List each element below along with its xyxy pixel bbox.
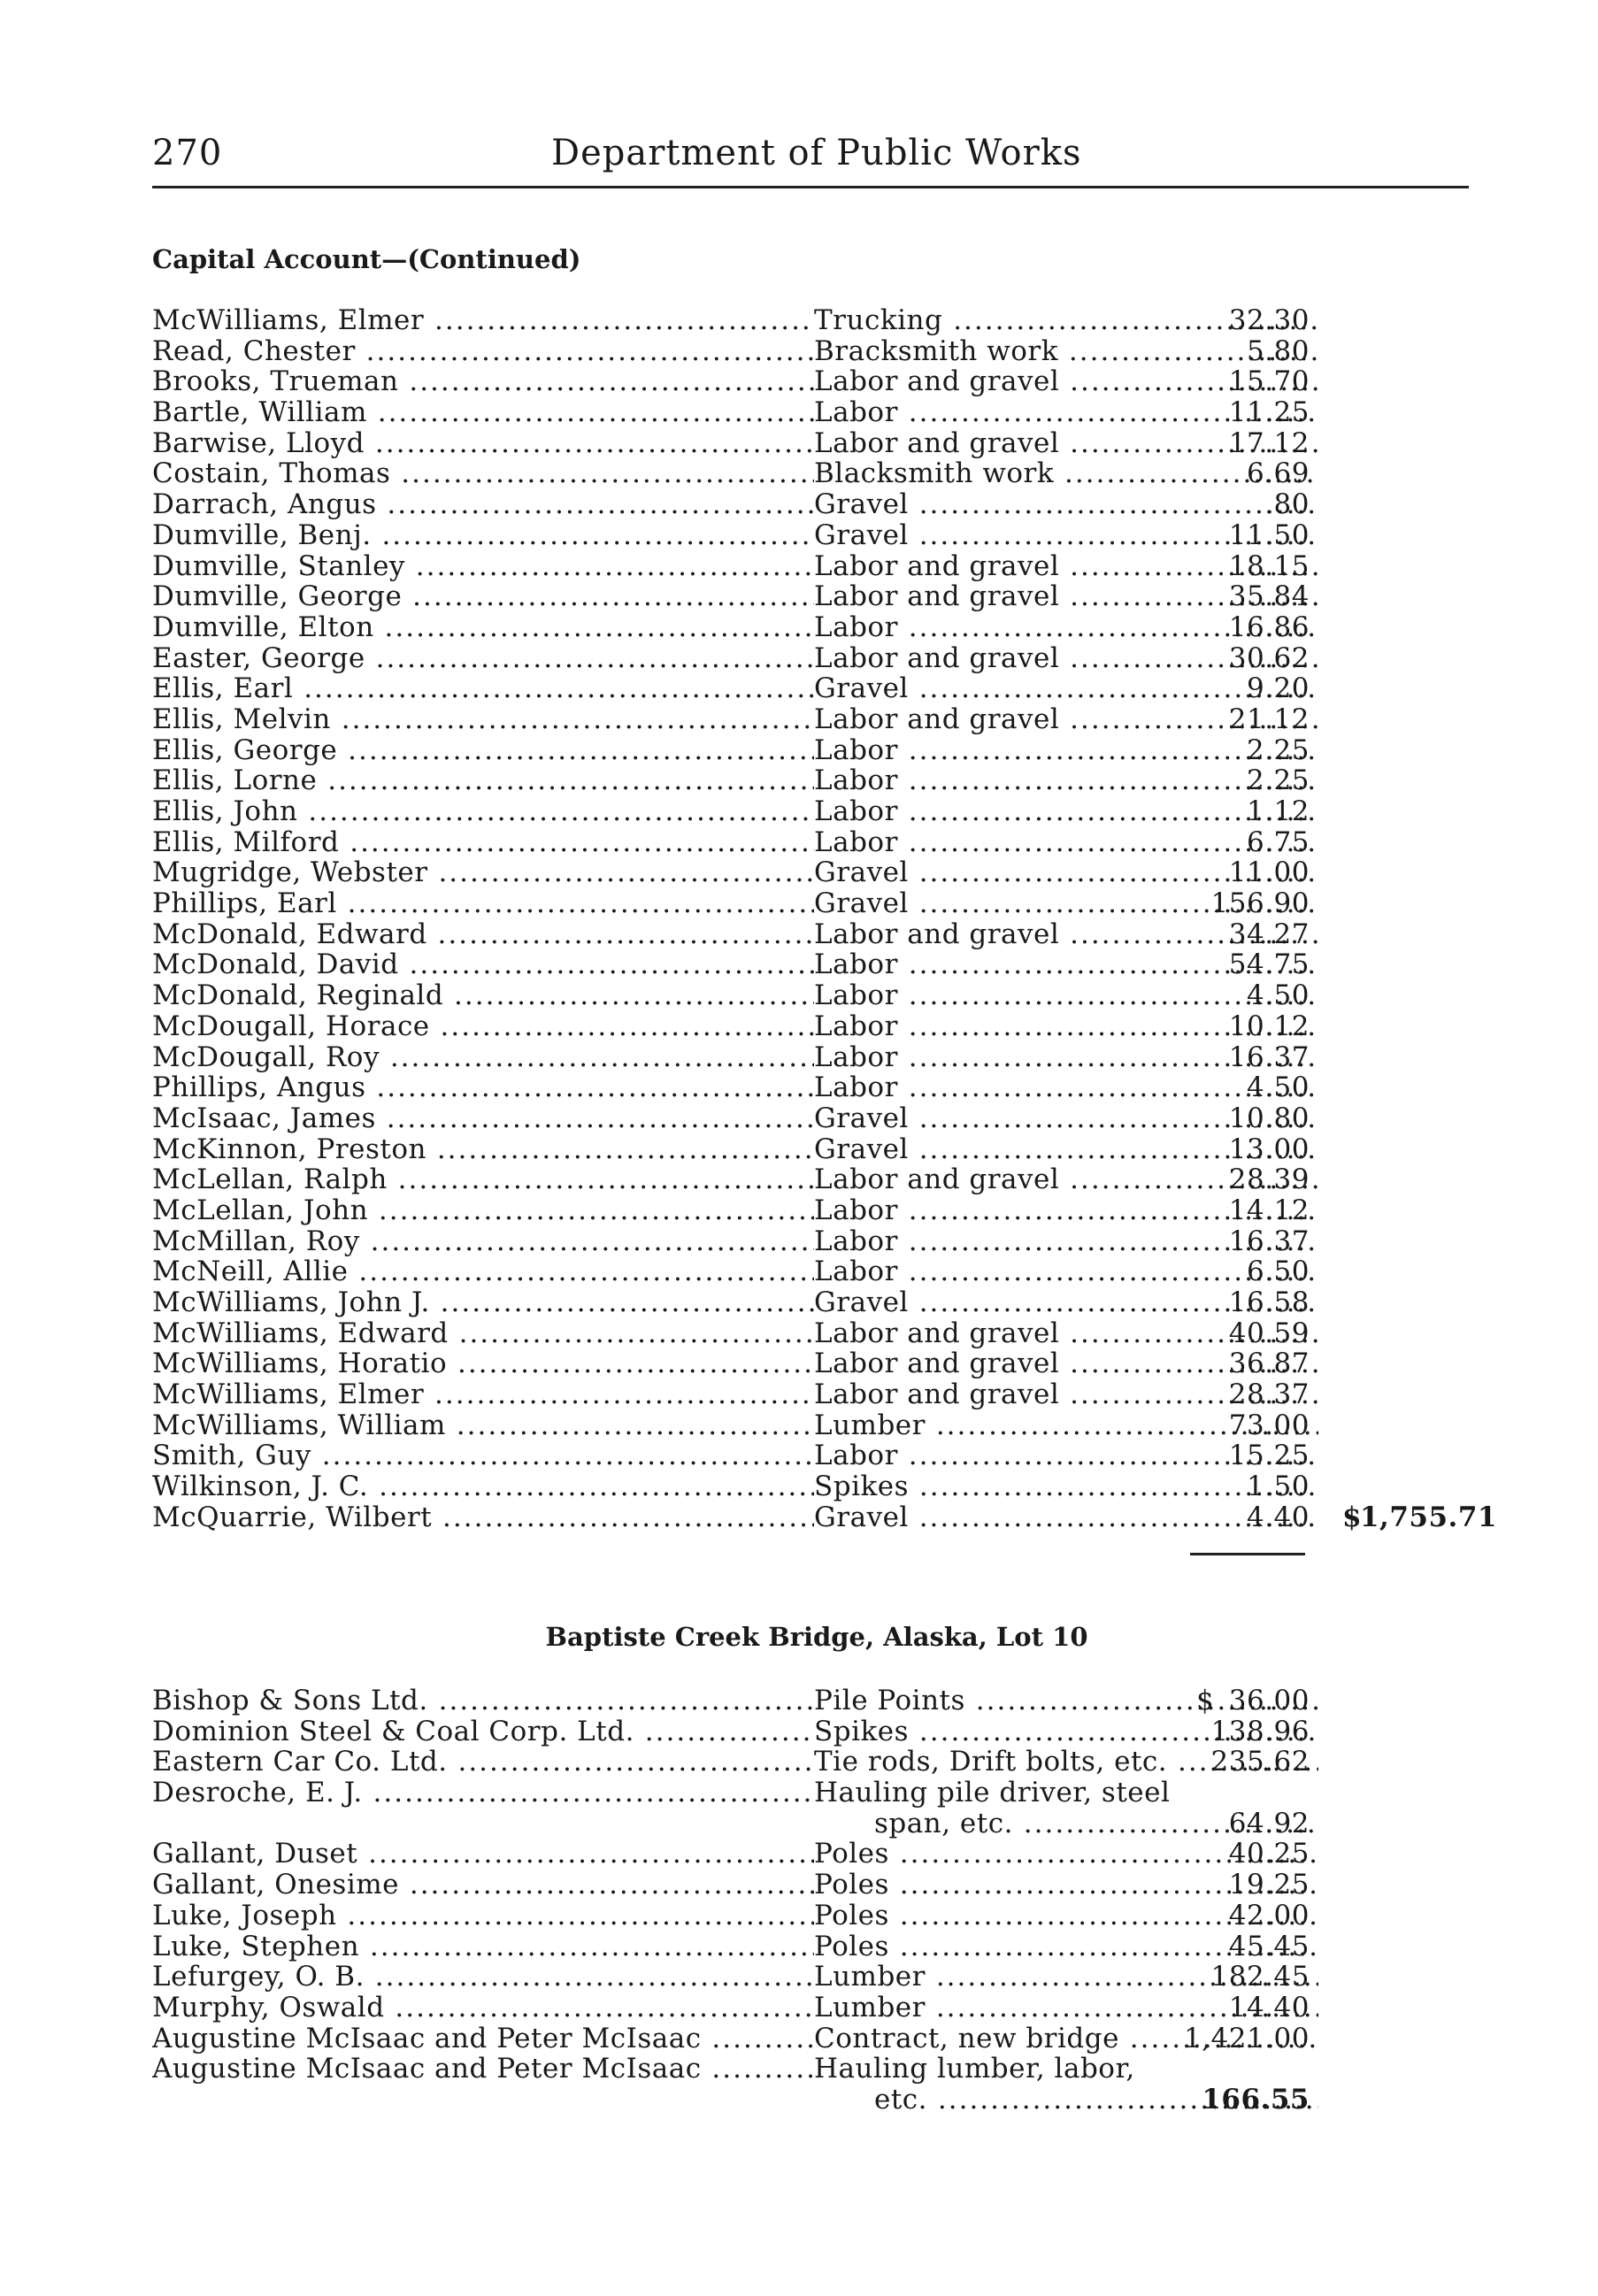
payee-name: Smith, Guy .....	[152, 1440, 814, 1471]
payee-name: McWilliams, Elmer .....	[152, 1379, 814, 1410]
amount: 11.50	[1228, 518, 1310, 551]
item-description: Labor .....	[814, 612, 1318, 643]
amount: 1,421.00	[1183, 2022, 1310, 2054]
payee-name: Dumville, Elton .....	[152, 612, 814, 643]
amount: 36.00	[1228, 1685, 1310, 1716]
ledger-row	[152, 949, 1497, 980]
payee-name: McWilliams, Elmer .....	[152, 305, 814, 336]
ledger-row	[152, 1348, 1497, 1379]
item-description: Poles .....	[814, 1870, 1318, 1901]
item-description: Labor .....	[814, 1195, 1318, 1226]
ledger-row	[152, 1103, 1497, 1134]
ledger-row	[152, 919, 1497, 950]
amount: 18.15	[1228, 549, 1310, 582]
item-description: Labor and gravel .....	[814, 428, 1318, 459]
item-description: Gravel .....	[814, 1103, 1318, 1134]
item-description: Spikes .....	[814, 1716, 1318, 1747]
ledger-row	[152, 1287, 1497, 1318]
item-description: Gravel .....	[814, 673, 1318, 704]
amount: 11.00	[1228, 856, 1310, 889]
amount: 4.50	[1246, 979, 1310, 1012]
item-description: Labor .....	[814, 397, 1318, 428]
ledger-row	[152, 765, 1497, 796]
amount: 2.25	[1246, 733, 1310, 766]
item-description: Poles .....	[814, 1931, 1318, 1962]
item-description: Tie rods, Drift bolts, etc. .....	[814, 1747, 1318, 1778]
amount: 1.50	[1246, 1471, 1310, 1503]
ledger-row	[152, 1011, 1497, 1042]
amount: 11.25	[1228, 396, 1310, 429]
ledger-row	[152, 1226, 1497, 1257]
ledger-row	[152, 1440, 1497, 1471]
payee-name: Barwise, Lloyd .....	[152, 428, 814, 459]
amount: 16.58	[1228, 1286, 1310, 1318]
ledger-row	[152, 796, 1497, 827]
ledger-row	[152, 1471, 1497, 1502]
payee-name: Brooks, Trueman .....	[152, 366, 814, 397]
amount: 156.90	[1210, 887, 1310, 920]
item-description: Gravel .....	[814, 857, 1318, 888]
total-rule	[1190, 1553, 1305, 1555]
amount: .80	[1264, 488, 1310, 521]
payee-name: Eastern Car Co. Ltd. .....	[152, 1747, 814, 1778]
payee-name: Dumville, Stanley .....	[152, 551, 814, 582]
amount: 64.92	[1228, 1807, 1310, 1839]
amount: 4.40	[1246, 1501, 1310, 1533]
payee-name: McDougall, Horace .....	[152, 1011, 814, 1042]
amount: 42.00	[1228, 1899, 1310, 1931]
item-description: Gravel .....	[814, 489, 1318, 520]
item-description: Labor .....	[814, 1440, 1318, 1471]
payee-name: Murphy, Oswald .....	[152, 1993, 814, 2023]
amount: 40.59	[1228, 1317, 1310, 1349]
ledger-row	[152, 857, 1497, 888]
payee-name: McKinnon, Preston .....	[152, 1134, 814, 1165]
item-description: Labor and gravel .....	[814, 1379, 1318, 1410]
item-description: Labor and gravel .....	[814, 704, 1318, 735]
amount: 34.27	[1228, 918, 1310, 950]
ledger-row	[152, 1134, 1497, 1165]
item-description: Spikes .....	[814, 1471, 1318, 1502]
payee-name: Luke, Joseph .....	[152, 1901, 814, 1931]
amount: 6.75	[1246, 825, 1310, 858]
amount: 28.37	[1228, 1378, 1310, 1411]
item-description: Hauling pile driver, steel	[814, 1777, 1171, 1809]
currency-symbol: $	[1196, 1685, 1215, 1716]
ledger-row	[152, 643, 1497, 674]
ledger-row	[152, 489, 1497, 520]
amount: 10.12	[1228, 1010, 1310, 1042]
payee-name: Ellis, Earl .....	[152, 673, 814, 704]
item-description: Labor .....	[814, 796, 1318, 827]
item-description: Gravel .....	[814, 1287, 1318, 1318]
payee-name: McDonald, David .....	[152, 949, 814, 980]
payee-name: McMillan, Roy .....	[152, 1226, 814, 1257]
payee-name: Ellis, Melvin .....	[152, 704, 814, 735]
amount: 35.84	[1228, 580, 1310, 613]
item-description: Poles .....	[814, 1901, 1318, 1931]
header-rule	[152, 186, 1469, 188]
payee-name: McWilliams, Horatio .....	[152, 1348, 814, 1379]
amount: 9.20	[1246, 672, 1310, 705]
item-description-continued: etc. .....	[874, 2085, 1318, 2116]
item-description: Lumber .....	[814, 1962, 1318, 1993]
item-description: Labor .....	[814, 949, 1318, 980]
payee-name: McLellan, John .....	[152, 1195, 814, 1226]
item-description: Labor .....	[814, 1256, 1318, 1287]
payee-name: Phillips, Earl .....	[152, 888, 814, 919]
payee-name: Dumville, George .....	[152, 581, 814, 612]
item-description: Labor .....	[814, 1072, 1318, 1103]
item-description: Labor and gravel .....	[814, 919, 1318, 950]
ledger-row	[152, 1993, 1497, 2023]
item-description: Lumber .....	[814, 1993, 1318, 2023]
payee-name: Wilkinson, J. C. .....	[152, 1471, 814, 1502]
item-description: Gravel .....	[814, 520, 1318, 551]
payee-name: McWilliams, Edward .....	[152, 1318, 814, 1349]
ledger-row	[152, 1042, 1497, 1073]
ledger-row	[152, 1870, 1497, 1901]
item-description: Labor .....	[814, 1042, 1318, 1073]
amount: 45.45	[1228, 1930, 1310, 1962]
item-description: Bracksmith work .....	[814, 336, 1318, 367]
ledger-row	[152, 888, 1497, 919]
ledger-row	[152, 1164, 1497, 1195]
item-description: Labor and gravel .....	[814, 551, 1318, 582]
amount: 1.12	[1246, 795, 1310, 827]
ledger-row	[152, 1195, 1497, 1226]
amount: 15.25	[1228, 1440, 1310, 1472]
payee-name: Dominion Steel & Coal Corp. Ltd. .....	[152, 1716, 814, 1747]
ledger-row	[152, 1931, 1497, 1962]
payee-name: McNeill, Allie .....	[152, 1256, 814, 1287]
ledger-row	[152, 1901, 1497, 1931]
item-description: Lumber .....	[814, 1410, 1318, 1441]
ledger-row	[152, 1747, 1497, 1778]
ledger-row	[152, 735, 1497, 766]
amount: 14.12	[1228, 1194, 1310, 1226]
item-description: Hauling lumber, labor,	[814, 2053, 1135, 2085]
item-description: Pile Points .....	[814, 1686, 1318, 1716]
amount: 17.12	[1228, 426, 1310, 459]
ledger-row	[152, 2023, 1497, 2054]
payee-name: Mugridge, Webster .....	[152, 857, 814, 888]
payee-name: Lefurgey, O. B. .....	[152, 1962, 814, 1993]
payee-name: Bartle, William .....	[152, 397, 814, 428]
running-head: Department of Public Works	[551, 133, 1082, 173]
item-description: Trucking .....	[814, 305, 1318, 336]
item-description: Poles .....	[814, 1839, 1318, 1870]
ledger-row	[152, 1502, 1497, 1533]
item-description: Labor .....	[814, 980, 1318, 1011]
item-description-continued: span, etc. .....	[874, 1808, 1318, 1839]
amount: 2.25	[1246, 764, 1310, 797]
amount: 10.80	[1228, 1102, 1310, 1134]
item-description: Labor and gravel .....	[814, 1318, 1318, 1349]
ledger-row	[152, 612, 1497, 643]
amount: 16.86	[1228, 610, 1310, 643]
amount: 36.87	[1228, 1348, 1310, 1380]
ledger-row	[152, 1256, 1497, 1287]
ledger-row	[152, 397, 1497, 428]
ledger-row-continuation	[152, 2085, 1497, 2116]
amount: 15.70	[1228, 365, 1310, 398]
payee-name: Augustine McIsaac and Peter McIsaac .....	[152, 2054, 814, 2085]
section-title: Capital Account—(Continued)	[152, 244, 581, 274]
amount: 40.25	[1228, 1838, 1310, 1870]
amount: 19.25	[1228, 1869, 1310, 1901]
ledger-row	[152, 428, 1497, 459]
payee-name: Ellis, John .....	[152, 796, 814, 827]
payee-name: Dumville, Benj. .....	[152, 520, 814, 551]
item-description: Gravel .....	[814, 888, 1318, 919]
payee-name: Read, Chester .....	[152, 336, 814, 367]
total-currency: $	[1342, 1501, 1363, 1533]
payee-name: McQuarrie, Wilbert .....	[152, 1502, 814, 1533]
payee-name: Gallant, Onesime .....	[152, 1870, 814, 1901]
item-description: Labor .....	[814, 735, 1318, 766]
item-description: Gravel .....	[814, 1502, 1318, 1533]
payee-name: Costain, Thomas .....	[152, 458, 814, 489]
ledger-row	[152, 1778, 1497, 1808]
ledger-row	[152, 1379, 1497, 1410]
capital-account-ledger	[152, 305, 1497, 1533]
ledger-row	[152, 827, 1497, 858]
payee-name: Luke, Stephen .....	[152, 1931, 814, 1962]
amount: 166.55	[1202, 2083, 1310, 2116]
payee-name: McDonald, Edward .....	[152, 919, 814, 950]
amount: 6.50	[1246, 1256, 1310, 1288]
ledger-row	[152, 1410, 1497, 1441]
subsection-title: Baptiste Creek Bridge, Alaska, Lot 10	[545, 1622, 1088, 1652]
payee-name: Phillips, Angus .....	[152, 1072, 814, 1103]
item-description: Labor and gravel .....	[814, 581, 1318, 612]
ledger-row	[152, 2054, 1497, 2085]
amount: 54.75	[1228, 948, 1310, 981]
item-description: Labor and gravel .....	[814, 643, 1318, 674]
amount: 182.45	[1210, 1961, 1310, 1993]
payee-name: Ellis, Milford .....	[152, 827, 814, 858]
payee-name: Augustine McIsaac and Peter McIsaac .....	[152, 2023, 814, 2054]
payee-name: McWilliams, John J. .....	[152, 1287, 814, 1318]
payee-name: Ellis, Lorne .....	[152, 765, 814, 796]
payee-name: McLellan, Ralph .....	[152, 1164, 814, 1195]
ledger-row	[152, 581, 1497, 612]
ledger-row	[152, 1716, 1497, 1747]
item-description: Contract, new bridge .....	[814, 2023, 1318, 2054]
amount: 32.30	[1228, 304, 1310, 336]
amount: 16.37	[1228, 1225, 1310, 1257]
ledger-row	[152, 551, 1497, 582]
item-description: Labor and gravel .....	[814, 1164, 1318, 1195]
amount: 13.00	[1228, 1133, 1310, 1165]
amount: 14.40	[1228, 1991, 1310, 2023]
ledger-row	[152, 520, 1497, 551]
payee-name: Bishop & Sons Ltd. .....	[152, 1686, 814, 1716]
item-description: Blacksmith work .....	[814, 458, 1318, 489]
baptiste-creek-ledger	[152, 1686, 1497, 2116]
amount: 21.12	[1228, 703, 1310, 735]
payee-name: Desroche, E. J. .....	[152, 1778, 814, 1808]
payee-name: McIsaac, James .....	[152, 1103, 814, 1134]
ledger-row-continuation	[152, 1808, 1497, 1839]
amount: 235.62	[1210, 1746, 1310, 1778]
payee-name: McDonald, Reginald .....	[152, 980, 814, 1011]
ledger-row	[152, 336, 1497, 367]
item-description: Labor and gravel .....	[814, 366, 1318, 397]
amount: 5.80	[1246, 334, 1310, 367]
amount: 6.69	[1246, 457, 1310, 490]
payee-name: Darrach, Angus .....	[152, 489, 814, 520]
ledger-row	[152, 458, 1497, 489]
ledger-row	[152, 704, 1497, 735]
payee-name: McWilliams, William .....	[152, 1410, 814, 1441]
item-description: Gravel .....	[814, 1134, 1318, 1165]
ledger-row	[152, 366, 1497, 397]
amount: 73.00	[1228, 1409, 1310, 1441]
item-description: Labor .....	[814, 765, 1318, 796]
item-description: Labor .....	[814, 1226, 1318, 1257]
ledger-row	[152, 673, 1497, 704]
payee-name: McDougall, Roy .....	[152, 1042, 814, 1073]
ledger-row	[152, 1962, 1497, 1993]
ledger-row	[152, 1686, 1497, 1716]
ledger-row	[152, 980, 1497, 1011]
ledger-row	[152, 1839, 1497, 1870]
item-description: Labor .....	[814, 1011, 1318, 1042]
section-total: 1,755.71	[1359, 1501, 1497, 1533]
amount: 138.96	[1210, 1715, 1310, 1747]
page-number: 270	[152, 133, 223, 173]
payee-name: Gallant, Duset .....	[152, 1839, 814, 1870]
ledger-row	[152, 1318, 1497, 1349]
payee-name: Easter, George .....	[152, 643, 814, 674]
payee-name: Ellis, George .....	[152, 735, 814, 766]
item-description: Labor .....	[814, 827, 1318, 858]
item-description: Labor and gravel .....	[814, 1348, 1318, 1379]
amount: 16.37	[1228, 1040, 1310, 1073]
amount: 30.62	[1228, 641, 1310, 674]
ledger-row	[152, 305, 1497, 336]
ledger-row	[152, 1072, 1497, 1103]
amount: 4.50	[1246, 1071, 1310, 1104]
amount: 28.39	[1228, 1163, 1310, 1196]
